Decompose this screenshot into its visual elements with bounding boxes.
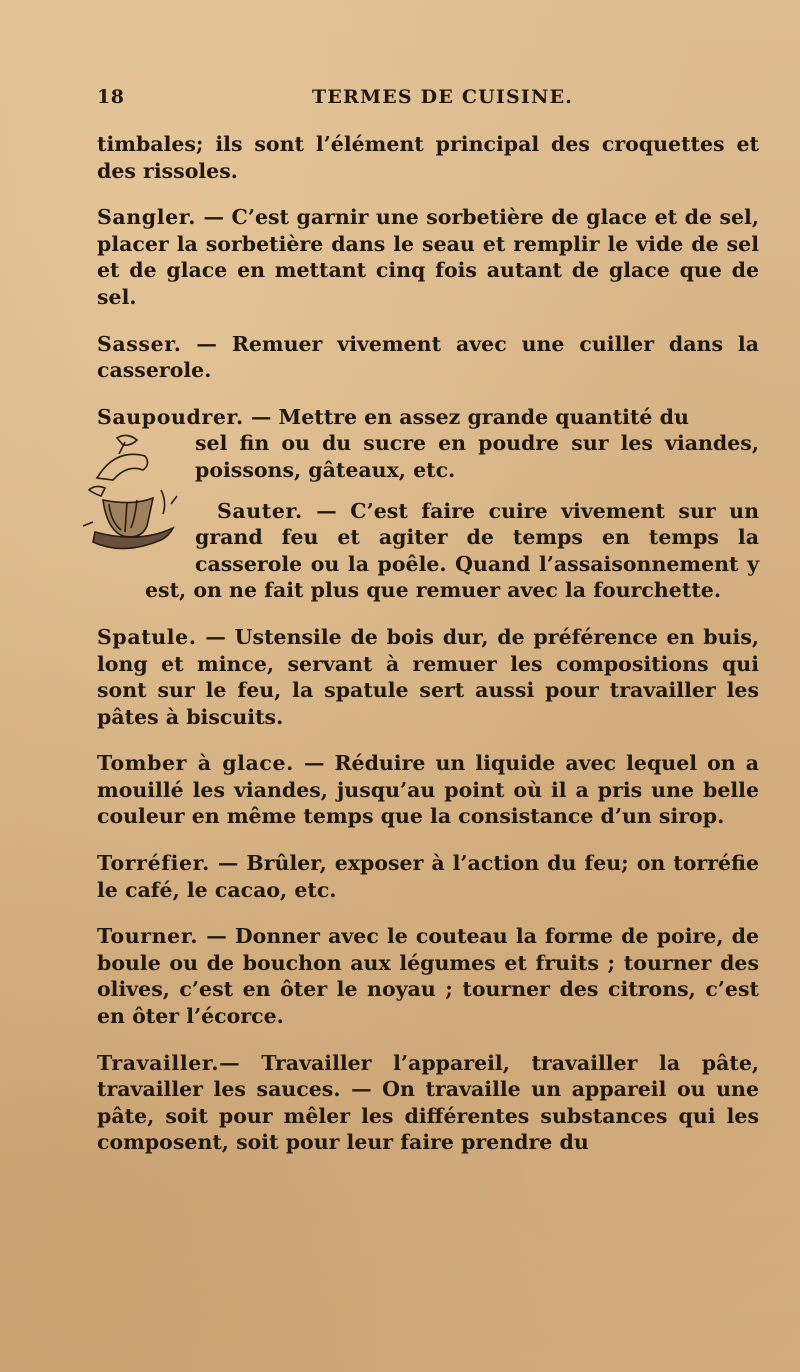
- entry-definition: sel fin ou du sucre en poudre sur les viandes, poissons, gâteaux, etc.: [195, 431, 759, 482]
- running-title: TERMES DE CUISINE.: [312, 86, 574, 108]
- entry-definition: — Mettre en assez grande quantité du: [243, 404, 689, 429]
- entry-sasser: [97, 331, 759, 384]
- running-head: [0, 86, 800, 116]
- entry-sangler: [97, 204, 759, 310]
- continuation-paragraph: [97, 131, 759, 184]
- mortar-illustration-icon: [75, 430, 185, 562]
- entry-term: Travailler.: [97, 1050, 220, 1075]
- page-number: 18: [97, 86, 125, 108]
- entry-term: Sauter.: [217, 498, 303, 523]
- entry-definition: — C’est garnir une sorbetière de glace et de sel, placer la sorbetière dans le seau et remplir le vide de sel et de glace en mettant cinq fois autant de glace que de sel.: [97, 205, 759, 309]
- entry-term: Tourner.: [97, 924, 199, 949]
- entry-saupoudrer-head: [97, 404, 759, 431]
- entry-torrefier: [97, 850, 759, 903]
- entry-term: Sasser.: [97, 331, 182, 356]
- mortar-drawing: [75, 430, 185, 562]
- entry-definition: — Travailler l’appareil, travailler la pâte, travailler les sauces. — On travaille un appareil ou une pâte, soit pour mêler les différentes substances qui les composent, soit pour leur faire prendre du: [97, 1050, 759, 1155]
- entry-tourner: [97, 923, 759, 1029]
- entry-sauter: [145, 498, 759, 604]
- entry-definition: — Ustensile de bois dur, de préférence en buis, long et mince, servant à remuer les compositions qui sont sur le feu, la spatule sert aussi pour travailler les pâtes à biscuits.: [97, 624, 759, 729]
- entry-definition: — Brûler, exposer à l’action du feu; on torréfie le café, le cacao, etc.: [97, 851, 759, 902]
- illustrated-paragraphs: [97, 430, 759, 604]
- entry-term: Sangler.: [97, 205, 197, 230]
- illustrated-block: [97, 404, 759, 604]
- entry-term: Saupoudrer.: [97, 404, 244, 429]
- entry-term: Torréfier.: [97, 851, 210, 876]
- entry-term: Spatule.: [97, 624, 197, 649]
- entry-definition: — Remuer vivement avec une cuiller dans la casserole.: [97, 331, 759, 383]
- entry-travailler: [97, 1050, 759, 1156]
- body-text: [97, 131, 759, 1156]
- entry-spatule: [97, 624, 759, 730]
- entry-definition: — Réduire un liquide avec lequel on a mouillé les viandes, jusqu’au point où il a pris une belle couleur en même temps que la consistance d’un sirop.: [97, 751, 759, 829]
- entry-saupoudrer-rest: [145, 430, 759, 483]
- entry-definition: — Donner avec le couteau la forme de poire, de boule ou de bouchon aux légumes et fruits ; tourner des olives, c’est en ôter le noyau ; tourner des citrons, c’est en ôter l’écorce.: [97, 924, 759, 1029]
- continuation-text: timbales; ils sont l’élément principal des croquettes et des rissoles.: [97, 132, 759, 183]
- entry-definition: — C’est faire cuire vivement sur un grand feu et agiter de temps en temps la casserole ou la poêle. Quand l’assaisonnement y est, on ne fait plus que remuer avec la fourchette.: [145, 498, 759, 603]
- entry-term: Tomber à glace.: [97, 751, 294, 776]
- entry-tomber-a-glace: [97, 750, 759, 830]
